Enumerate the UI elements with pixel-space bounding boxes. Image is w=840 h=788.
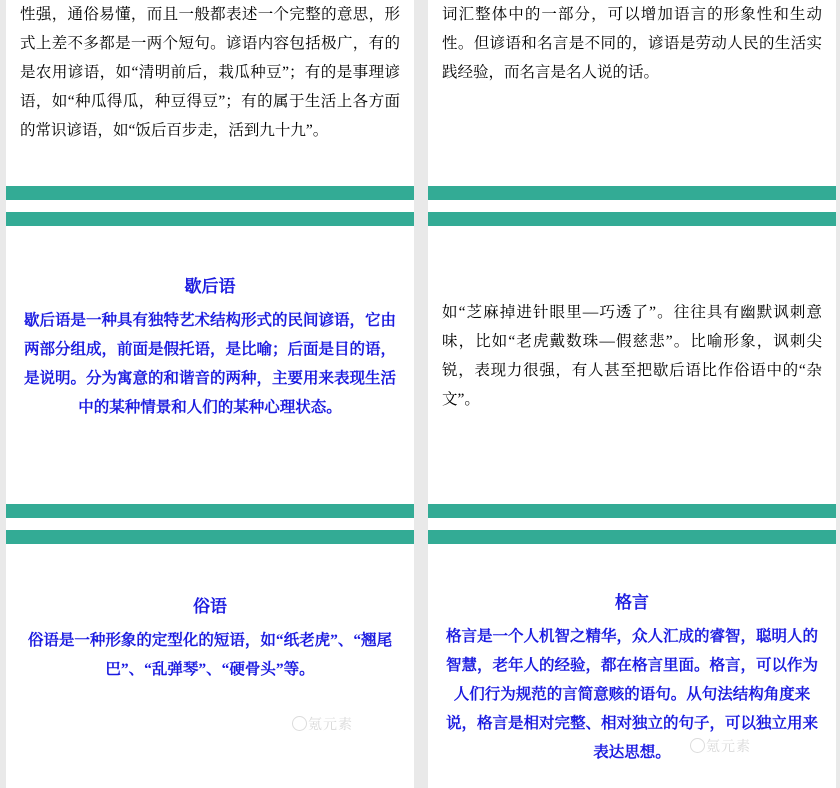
right-card-middle: [428, 226, 836, 504]
watermark-circle-icon: [292, 716, 307, 731]
watermark-right: [690, 736, 751, 756]
left-card-middle: [6, 226, 414, 504]
watermark-left: [292, 714, 353, 734]
right-card-top: [428, 0, 836, 186]
watermark-circle-icon: [690, 738, 705, 753]
left-card-bottom-paragraph: 俗语是一种形象的定型化的短语，如“纸老虎”、“翘尾巴”、“乱弹琴”、“硬骨头”等。: [27, 632, 393, 678]
right-card-bottom-paragraph: 格言是一个人机智之精华，众人汇成的睿智，聪明人的智慧，老年人的经验，都在格言里面。格言，可以作为人们行为规范的言简意赅的语句。从句法结构角度来说，格言是相对完整、相对独立的句子，可以独立用来表达思想。: [445, 628, 818, 761]
left-band-1: [6, 186, 414, 200]
left-card-middle-paragraph: 歇后语是一种具有独特艺术结构形式的民间谚语，它由两部分组成，前面是假托语，是比喻；后面是目的语，是说明。分为寓意的和谐音的两种，主要用来表现生活中的某种情景和人们的某种心理状态。: [23, 312, 396, 416]
right-gap-2: [428, 518, 836, 530]
right-band-2: [428, 212, 836, 226]
right-band-1: [428, 186, 836, 200]
left-card-top: [6, 0, 414, 186]
watermark-right-text: 氪元素: [706, 738, 751, 754]
left-column: [6, 0, 414, 788]
left-gap-1: [6, 200, 414, 212]
left-gap-2: [6, 518, 414, 530]
right-band-3: [428, 504, 836, 518]
left-band-4: [6, 530, 414, 544]
left-band-2: [6, 212, 414, 226]
right-card-bottom-title: 格言: [615, 593, 649, 612]
right-card-middle-paragraph: 如“芝麻掉进针眼里—巧透了”。往往具有幽默讽刺意味，比如“老虎戴数珠—假慈悲”。比喻形象，讽刺尖锐，表现力很强，有人甚至把歇后语比作俗语中的“杂文”。: [442, 304, 822, 408]
watermark-left-text: 氪元素: [308, 716, 353, 732]
left-card-middle-title: 歇后语: [184, 277, 236, 296]
left-band-3: [6, 504, 414, 518]
left-card-bottom-title: 俗语: [193, 597, 227, 616]
left-card-bottom: [6, 544, 414, 788]
right-card-bottom: [428, 544, 836, 788]
left-card-top-paragraph: 性强，通俗易懂，而且一般都表述一个完整的意思，形式上差不多都是一两个短句。谚语内容包括极广，有的是农用谚语，如“清明前后，栽瓜种豆”；有的是事理谚语，如“种瓜得瓜，种豆得豆”；有的属于生活上各方面的常识谚语，如“饭后百步走，活到九十九”。: [20, 6, 400, 139]
right-card-top-paragraph: 词汇整体中的一部分，可以增加语言的形象性和生动性。但谚语和名言是不同的，谚语是劳动人民的生活实践经验，而名言是名人说的话。: [442, 6, 822, 81]
right-band-4: [428, 530, 836, 544]
right-gap-1: [428, 200, 836, 212]
right-column: [428, 0, 836, 788]
